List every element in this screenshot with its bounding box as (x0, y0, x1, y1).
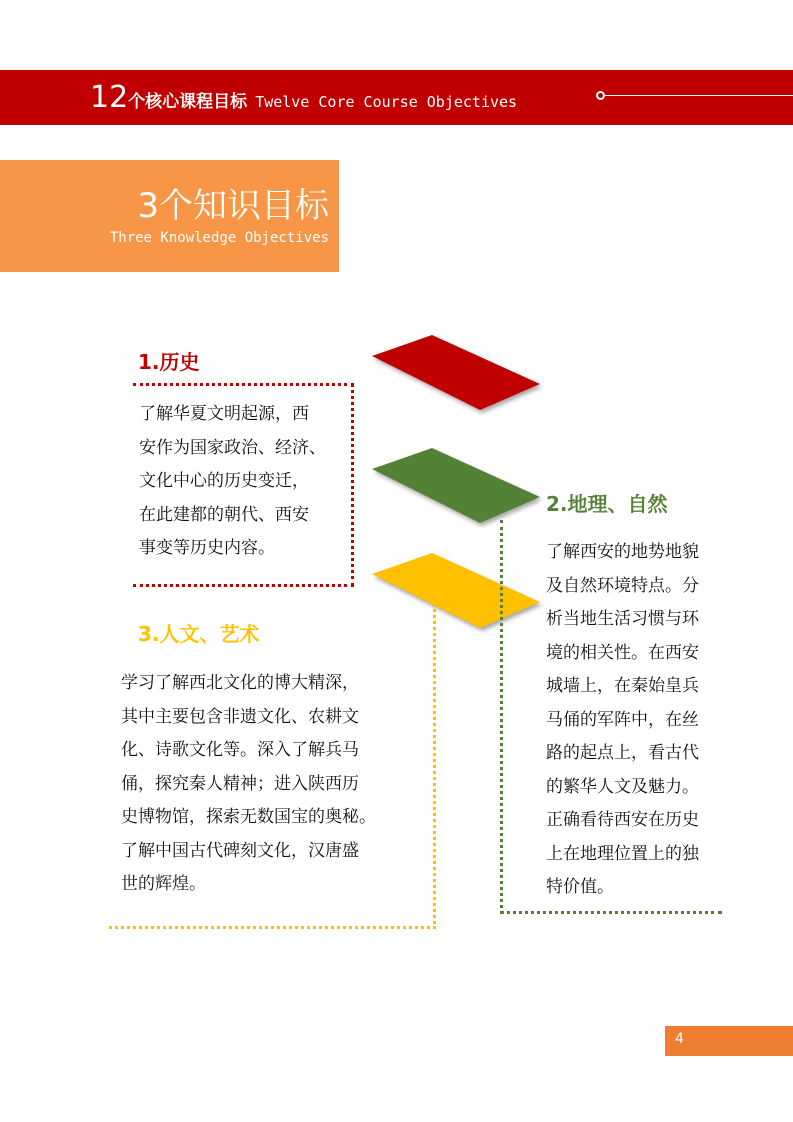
culture-text-line: 世的辉煌。 (121, 874, 206, 894)
culture-text-line: 学习了解西北文化的博大精深， (121, 673, 359, 693)
culture-text-line: 其中主要包含非遗文化、农耕文 (121, 706, 359, 727)
page-number-box (665, 1026, 793, 1056)
page-header-title (90, 80, 517, 116)
geography-text-line: 城墙上，在秦始皇兵 (546, 676, 699, 696)
geography-text-line: 正确看待西安在历史 (546, 810, 699, 830)
section-subtitle: Three Knowledge Objectives (109, 230, 329, 246)
history-text-line: 了解华夏文明起源，西 (139, 404, 309, 424)
geography-text-line: 析当地生活习惯与环 (546, 609, 699, 629)
culture-text-line: 俑，探究秦人精神；进入陕西历 (121, 773, 359, 794)
history-text-line: 安作为国家政治、经济、 (139, 437, 326, 458)
history-heading: 1.历史 (138, 350, 200, 374)
geography-text-line: 及自然环境特点。分 (546, 575, 699, 596)
geography-text (546, 536, 726, 905)
history-text-line: 文化中心的历史变迁， (139, 471, 309, 491)
geography-text-line: 境的相关性。在西安 (546, 642, 699, 663)
geography-text-line: 路的起点上，看古代 (546, 743, 699, 763)
header-title-english: Twelve Core Course Objectives (255, 93, 518, 111)
culture-text-line: 化、诗歌文化等。深入了解兵马 (121, 740, 359, 760)
geography-text-line: 上在地理位置上的独 (546, 843, 699, 864)
history-text-line: 事变等历史内容。 (139, 538, 275, 558)
culture-heading: 3.人文、艺术 (138, 622, 260, 646)
geography-heading: 2.地理、自然 (546, 492, 668, 516)
history-diamond-shape (360, 330, 550, 420)
geography-text-line: 的繁华人文及魅力。 (546, 776, 699, 797)
geography-text-line: 特价值。 (546, 877, 614, 897)
culture-text-line: 了解中国古代碑刻文化，汉唐盛 (121, 840, 359, 861)
geography-text-line: 马俑的军阵中，在丝 (546, 709, 699, 730)
culture-text-line: 史博物馆，探索无数国宝的奥秘。 (121, 807, 376, 827)
section-title-block (0, 160, 339, 272)
header-circle-ornament (596, 91, 605, 100)
history-text (139, 398, 349, 566)
header-title-chinese: 个核心课程目标 (128, 92, 248, 112)
section-title: 3个知识目标 (137, 186, 329, 226)
history-text-line: 在此建都的朝代、西安 (139, 504, 309, 525)
page-number: 4 (675, 1031, 684, 1047)
culture-text (121, 667, 411, 902)
header-number: 12 (90, 80, 129, 115)
header-line-ornament (605, 95, 793, 96)
geography-text-line: 了解西安的地势地貌 (546, 542, 699, 562)
